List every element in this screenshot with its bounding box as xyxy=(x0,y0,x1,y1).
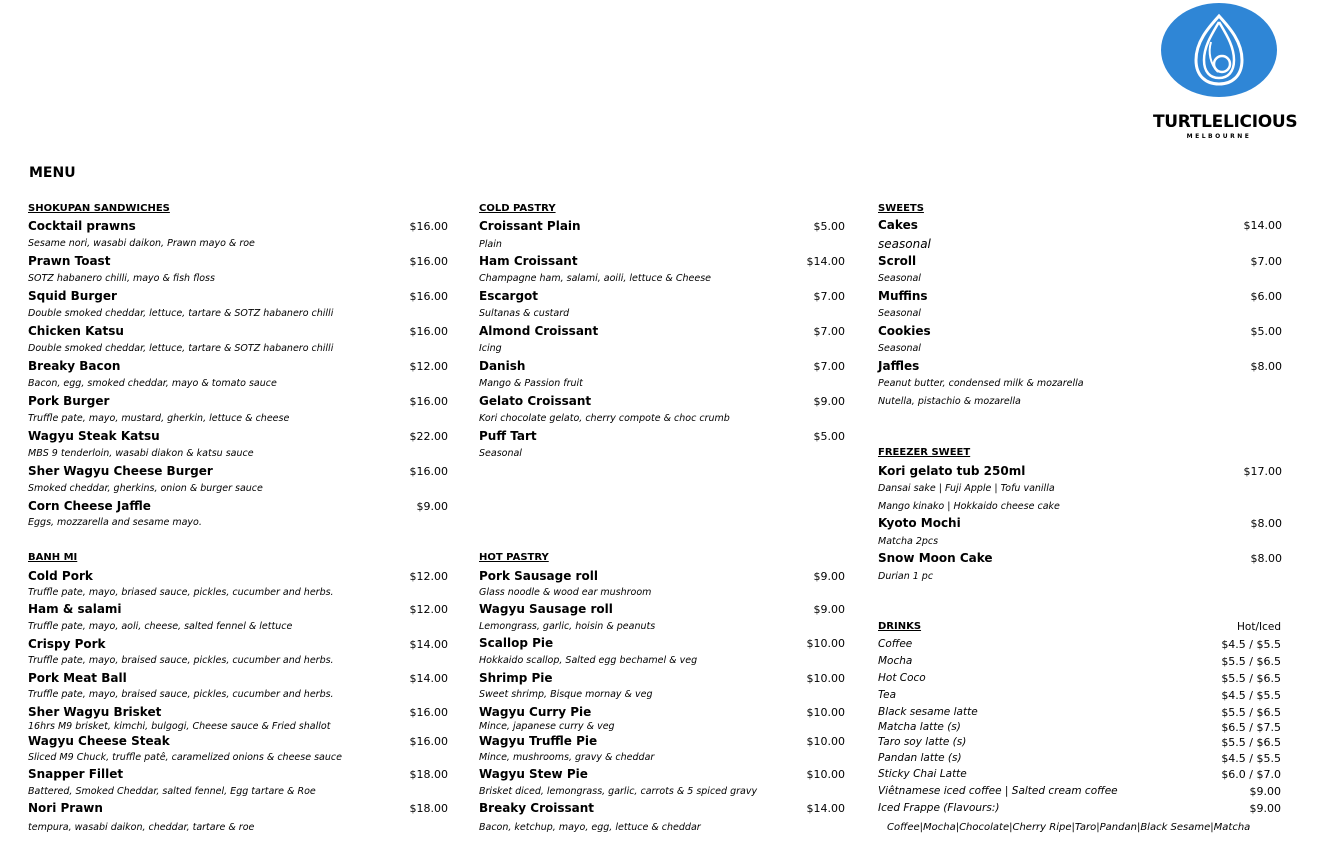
menu-item-name: Scroll xyxy=(878,254,917,268)
drink-item-name: Pandan latte (s) xyxy=(878,752,962,764)
drink-item-name: Iced Frappe (Flavours:) xyxy=(878,802,1000,814)
menu-item-name: Puff Tart xyxy=(479,429,537,443)
menu-item-description: Smoked cheddar, gherkins, onion & burger sauce xyxy=(28,483,263,494)
drink-item-price: $6.5 / $7.5 xyxy=(1221,721,1281,734)
menu-item-name: Cold Pork xyxy=(28,569,93,583)
menu-item-description: Brisket diced, lemongrass, garlic, carrots & 5 spiced gravy xyxy=(479,786,758,797)
menu-item-price: $16.00 xyxy=(409,395,448,408)
brand-city: MELBOURNE xyxy=(1186,133,1252,140)
menu-item-price: $12.00 xyxy=(409,360,448,373)
menu-item-price: $9.00 xyxy=(416,500,448,513)
menu-item-name: Gelato Croissant xyxy=(479,394,592,408)
menu-item-price: $18.00 xyxy=(409,768,448,781)
menu-item-price: $5.00 xyxy=(1250,325,1282,338)
menu-item-price: $12.00 xyxy=(409,603,448,616)
menu-item-description: Seasonal xyxy=(878,343,921,354)
menu-item-description: Truffle pate, mayo, briased sauce, pickles, cucumber and herbs. xyxy=(28,587,334,598)
drink-item-name: Coffee xyxy=(878,638,913,650)
menu-item-price: $14.00 xyxy=(1243,219,1282,232)
menu-item-description: Sweet shrimp, Bisque mornay & veg xyxy=(479,689,653,700)
menu-item-name: Almond Croissant xyxy=(479,324,599,338)
menu-item-price: $14.00 xyxy=(806,802,845,815)
drink-item-price: $5.5 / $6.5 xyxy=(1221,706,1281,719)
section-heading: SHOKUPAN SANDWICHES xyxy=(28,203,170,214)
menu-item-name: Wagyu Truffle Pie xyxy=(479,734,598,748)
menu-item-name: Wagyu Cheese Steak xyxy=(28,734,170,748)
menu-item-name: Pork Burger xyxy=(28,394,110,408)
drink-item-price: $5.5 / $6.5 xyxy=(1221,655,1281,668)
menu-item-description: Hokkaido scallop, Salted egg bechamel & veg xyxy=(479,655,698,666)
menu-item-price: $16.00 xyxy=(409,735,448,748)
menu-item-price: $16.00 xyxy=(409,706,448,719)
menu-item-price: $6.00 xyxy=(1250,290,1282,303)
menu-item-description: Matcha 2pcs xyxy=(878,536,939,547)
drink-item-price: $4.5 / $5.5 xyxy=(1221,689,1281,702)
menu-item-price: $5.00 xyxy=(813,430,845,443)
menu-item-name: Sher Wagyu Cheese Burger xyxy=(28,464,213,478)
menu-item-price: $7.00 xyxy=(813,290,845,303)
menu-item-description: Icing xyxy=(479,343,502,354)
menu-item-name: Pork Meat Ball xyxy=(28,671,127,685)
drink-item-name: Mocha xyxy=(878,655,913,667)
section-heading: SWEETS xyxy=(878,203,924,214)
drink-item-name: Taro soy latte (s) xyxy=(878,736,967,748)
section-heading: BANH MI xyxy=(28,552,78,563)
drink-item-price: $9.00 xyxy=(1249,785,1281,798)
menu-item-name: Wagyu Stew Pie xyxy=(479,767,588,781)
menu-item-description: Truffle pate, mayo, braised sauce, pickles, cucumber and herbs. xyxy=(28,689,334,700)
menu-column-2 xyxy=(479,0,847,861)
menu-item-name: Wagyu Sausage roll xyxy=(479,602,613,616)
menu-item-name: Cookies xyxy=(878,324,931,338)
menu-item-description: Kori chocolate gelato, cherry compote & choc crumb xyxy=(479,413,730,424)
menu-item-description: 16hrs M9 brisket, kimchi, bulgogi, Cheese sauce & Fried shallot xyxy=(28,721,331,732)
menu-item-name: Kyoto Mochi xyxy=(878,516,961,530)
section-heading: FREEZER SWEET xyxy=(878,447,971,458)
menu-item-name: Cocktail prawns xyxy=(28,219,136,233)
drink-item-price: $5.5 / $6.5 xyxy=(1221,672,1281,685)
menu-item-description: Sesame nori, wasabi daikon, Prawn mayo & roe xyxy=(28,238,255,249)
menu-item-price: $16.00 xyxy=(409,220,448,233)
drink-item-name: Tea xyxy=(878,689,897,701)
menu-item-description: Nutella, pistachio & mozarella xyxy=(878,396,1021,407)
menu-item-description: Plain xyxy=(479,239,502,250)
menu-item-name: Squid Burger xyxy=(28,289,117,303)
menu-item-name: Chicken Katsu xyxy=(28,324,124,338)
menu-item-description: Truffle pate, mayo, aoli, cheese, salted fennel & lettuce xyxy=(28,621,293,632)
menu-item-price: $8.00 xyxy=(1250,552,1282,565)
menu-item-price: $10.00 xyxy=(806,637,845,650)
menu-item-name: Snow Moon Cake xyxy=(878,551,993,565)
menu-item-name: Muffins xyxy=(878,289,928,303)
menu-item-description: tempura, wasabi daikon, cheddar, tartare & roe xyxy=(28,822,255,833)
menu-item-name: Shrimp Pie xyxy=(479,671,553,685)
menu-item-price: $9.00 xyxy=(813,603,845,616)
menu-item-description: Peanut butter, condensed milk & mozarella xyxy=(878,378,1084,389)
menu-item-description: Sliced M9 Chuck, truffle patê, caramelized onions & cheese sauce xyxy=(28,752,342,763)
menu-item-price: $5.00 xyxy=(813,220,845,233)
menu-column-3 xyxy=(878,0,1282,861)
menu-item-price: $10.00 xyxy=(806,672,845,685)
menu-item-price: $9.00 xyxy=(813,395,845,408)
menu-item-description: Dansai sake | Fuji Apple | Tofu vanilla xyxy=(878,483,1055,494)
menu-item-description: Glass noodle & wood ear mushroom xyxy=(479,587,652,598)
menu-item-description: Mango kinako | Hokkaido cheese cake xyxy=(878,501,1060,512)
menu-item-price: $8.00 xyxy=(1250,517,1282,530)
drink-item-price: $4.5 / $5.5 xyxy=(1221,752,1281,765)
drink-item-name: Sticky Chai Latte xyxy=(878,768,967,780)
section-heading: COLD PASTRY xyxy=(479,203,556,214)
menu-item-price: $10.00 xyxy=(806,706,845,719)
menu-item-name: Ham & salami xyxy=(28,602,122,616)
menu-item-description: Seasonal xyxy=(878,273,921,284)
menu-item-description: Seasonal xyxy=(878,308,921,319)
menu-item-description: Seasonal xyxy=(479,448,522,459)
menu-item-price: $7.00 xyxy=(813,325,845,338)
menu-item-description: Bacon, egg, smoked cheddar, mayo & tomato sauce xyxy=(28,378,277,389)
menu-item-name: Wagyu Steak Katsu xyxy=(28,429,160,443)
menu-item-description: Double smoked cheddar, lettuce, tartare & SOTZ habanero chilli xyxy=(28,308,334,319)
menu-item-name: Jaffles xyxy=(878,359,920,373)
menu-item-name: Sher Wagyu Brisket xyxy=(28,705,162,719)
menu-item-name: Kori gelato tub 250ml xyxy=(878,464,1026,478)
menu-item-description: Mango & Passion fruit xyxy=(479,378,583,389)
menu-item-name: Cakes xyxy=(878,218,918,232)
menu-item-description: MBS 9 tenderloin, wasabi diakon & katsu sauce xyxy=(28,448,254,459)
menu-item-price: $14.00 xyxy=(409,672,448,685)
menu-item-description: Mince, japanese curry & veg xyxy=(479,721,615,732)
drink-item-price: $9.00 xyxy=(1249,802,1281,815)
menu-item-price: $14.00 xyxy=(409,638,448,651)
section-heading: DRINKS xyxy=(878,621,922,632)
section-heading: HOT PASTRY xyxy=(479,552,549,563)
menu-item-price: $16.00 xyxy=(409,465,448,478)
menu-item-name: Croissant Plain xyxy=(479,219,581,233)
drink-item-name: Black sesame latte xyxy=(878,706,978,718)
menu-item-name: Danish xyxy=(479,359,526,373)
menu-item-price: $10.00 xyxy=(806,735,845,748)
menu-item-name: Crispy Pork xyxy=(28,637,106,651)
menu-item-description: Truffle pate, mayo, mustard, gherkin, lettuce & cheese xyxy=(28,413,290,424)
drink-item-price: $4.5 / $5.5 xyxy=(1221,638,1281,651)
menu-item-name: Scallop Pie xyxy=(479,636,554,650)
menu-item-description: Lemongrass, garlic, hoisin & peanuts xyxy=(479,621,656,632)
menu-item-description: Bacon, ketchup, mayo, egg, lettuce & cheddar xyxy=(479,822,701,833)
menu-item-price: $7.00 xyxy=(1250,255,1282,268)
menu-item-price: $12.00 xyxy=(409,570,448,583)
menu-item-description: Durian 1 pc xyxy=(878,571,934,582)
drink-item-name: Viêtnamese iced coffee | Salted cream coffee xyxy=(878,785,1118,797)
drink-item-name: Hot Coco xyxy=(878,672,926,684)
menu-item-description: Mince, mushrooms, gravy & cheddar xyxy=(479,752,655,763)
menu-item-name: Wagyu Curry Pie xyxy=(479,705,592,719)
drink-item-price: $6.0 / $7.0 xyxy=(1221,768,1281,781)
menu-item-description: Double smoked cheddar, lettuce, tartare & SOTZ habanero chilli xyxy=(28,343,334,354)
menu-item-price: $9.00 xyxy=(813,570,845,583)
menu-item-name: Corn Cheese Jaffle xyxy=(28,499,151,513)
menu-item-description: Battered, Smoked Cheddar, salted fennel, Egg tartare & Roe xyxy=(28,786,316,797)
menu-item-price: $18.00 xyxy=(409,802,448,815)
menu-item-price: $10.00 xyxy=(806,768,845,781)
brand-name: TURTLELICIOUS xyxy=(1153,112,1298,132)
menu-item-price: $17.00 xyxy=(1243,465,1282,478)
menu-item-description: seasonal xyxy=(878,237,931,251)
drink-item-price: $5.5 / $6.5 xyxy=(1221,736,1281,749)
menu-item-name: Snapper Fillet xyxy=(28,767,124,781)
menu-item-name: Prawn Toast xyxy=(28,254,111,268)
menu-item-price: $7.00 xyxy=(813,360,845,373)
page-title: MENU xyxy=(29,165,76,181)
menu-item-name: Pork Sausage roll xyxy=(479,569,598,583)
menu-item-price: $16.00 xyxy=(409,325,448,338)
menu-item-name: Escargot xyxy=(479,289,539,303)
menu-item-description: Eggs, mozzarella and sesame mayo. xyxy=(28,517,202,528)
menu-item-description: Champagne ham, salami, aoili, lettuce & Cheese xyxy=(479,273,711,284)
menu-item-description: Truffle pate, mayo, braised sauce, pickles, cucumber and herbs. xyxy=(28,655,334,666)
menu-item-price: $14.00 xyxy=(806,255,845,268)
menu-item-price: $22.00 xyxy=(409,430,448,443)
menu-column-1 xyxy=(28,0,448,861)
menu-item-name: Nori Prawn xyxy=(28,801,103,815)
menu-item-price: $16.00 xyxy=(409,290,448,303)
hot-iced-label: Hot/Iced xyxy=(1237,621,1281,633)
menu-item-name: Breaky Croissant xyxy=(479,801,595,815)
menu-item-price: $16.00 xyxy=(409,255,448,268)
menu-item-description: SOTZ habanero chilli, mayo & fish floss xyxy=(28,273,215,284)
menu-item-name: Breaky Bacon xyxy=(28,359,121,373)
frappe-flavours: Coffee|Mocha|Chocolate|Cherry Ripe|Taro|Pandan|Black Sesame|Matcha xyxy=(887,822,1251,833)
menu-item-description: Sultanas & custard xyxy=(479,308,570,319)
menu-item-name: Ham Croissant xyxy=(479,254,578,268)
drink-item-name: Matcha latte (s) xyxy=(878,721,961,733)
menu-item-price: $8.00 xyxy=(1250,360,1282,373)
